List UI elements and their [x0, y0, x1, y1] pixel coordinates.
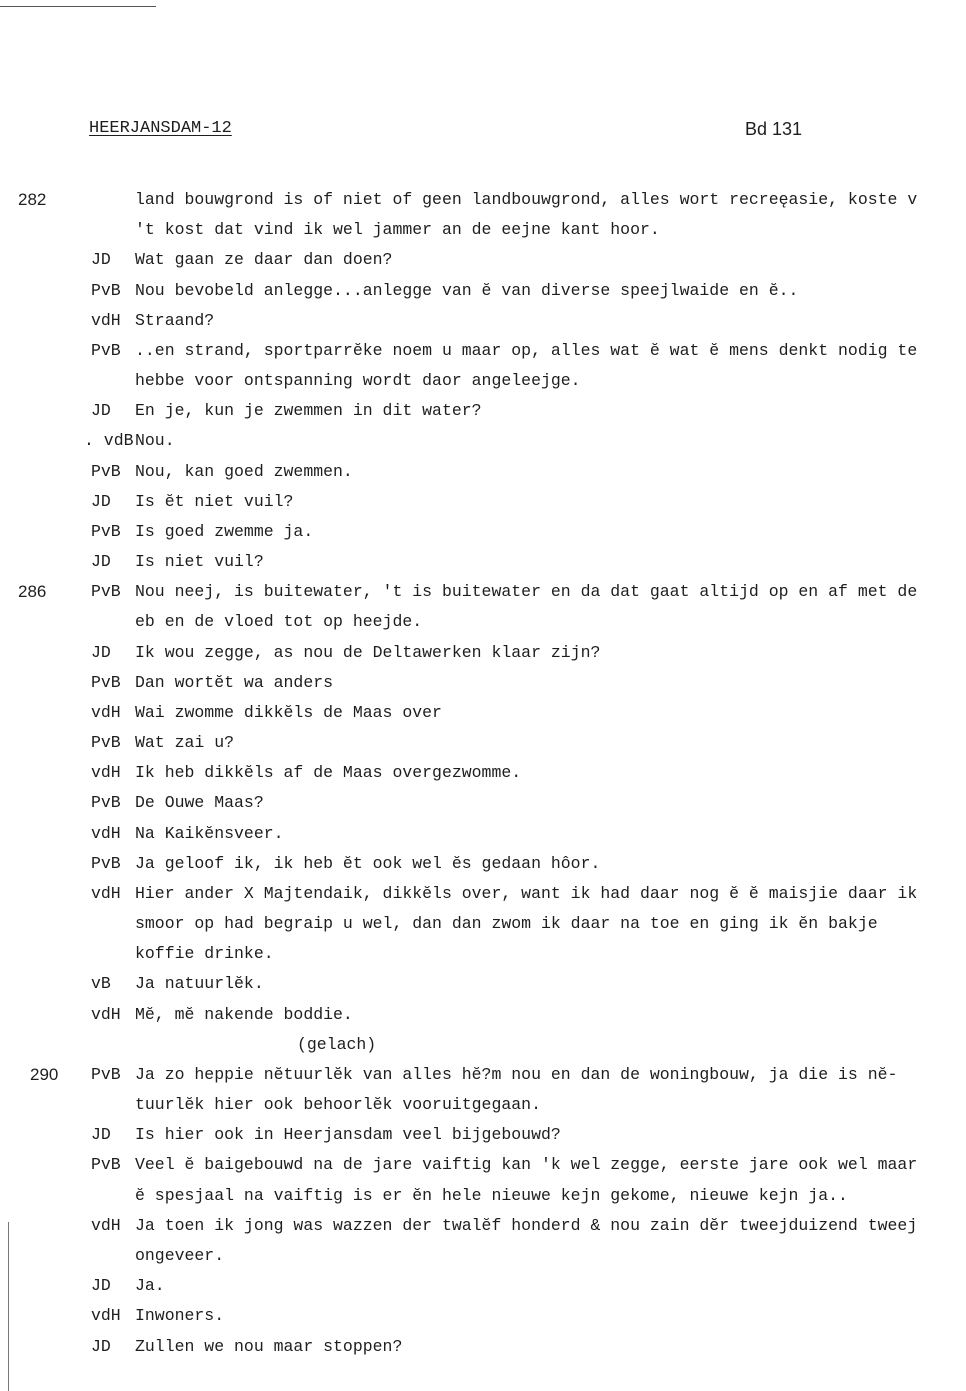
- transcript-line: [0, 849, 966, 879]
- transcript-line: [0, 426, 966, 456]
- utterance-text: Mĕ, mĕ nakende boddie.: [135, 1004, 353, 1024]
- transcript-line: [0, 1120, 966, 1150]
- top-rule: [0, 6, 156, 7]
- transcript-line: [0, 1181, 966, 1211]
- speaker-label: JD: [91, 642, 111, 662]
- speaker-label: JD: [91, 1276, 111, 1296]
- utterance-text: ongeveer.: [135, 1246, 225, 1265]
- utterance-text: smoor op had begraip u wel, dan dan zwom ik daar na toe en ging ik ĕn bakje: [135, 914, 878, 934]
- utterance-text: Ja toen ik jong was wazzen der twalĕf honderd & nou zain dĕr tweejduizend tweej: [135, 1215, 918, 1235]
- stage-note: (gelach): [297, 1034, 377, 1054]
- transcript-line: [0, 1060, 966, 1090]
- utterance-text: Inwoners.: [135, 1306, 225, 1326]
- speaker-label: PvB: [91, 340, 121, 360]
- line-number: 290: [30, 1064, 59, 1084]
- transcript-line: [0, 215, 966, 245]
- speaker-label: vdH: [91, 310, 121, 330]
- utterance-text: Ja natuurlĕk.: [135, 974, 264, 994]
- speaker-label: PvB: [91, 672, 121, 692]
- transcript-line: [0, 1030, 966, 1060]
- utterance-text: Wat zai u?: [135, 733, 235, 753]
- transcript-line: [0, 728, 966, 758]
- utterance-text: Ik heb dikkĕls af de Maas overgezwomme.: [135, 763, 522, 783]
- transcript-line: [0, 547, 966, 577]
- transcript-line: [0, 879, 966, 909]
- speaker-label: PvB: [91, 853, 121, 873]
- utterance-text: ĕ spesjaal na vaiftig is er ĕn hele nieuwe kejn gekome, nieuwe kejn ja..: [135, 1185, 848, 1205]
- utterance-text: Wai zwomme dikkĕls de Maas over: [135, 702, 442, 722]
- transcript-line: [0, 939, 966, 969]
- utterance-text: Veel ĕ baigebouwd na de jare vaiftig kan 'k wel zegge, eerste jare ook wel maar: [135, 1155, 918, 1175]
- transcript-line: [0, 1150, 966, 1180]
- transcript-line: [0, 487, 966, 517]
- utterance-text: De Ouwe Maas?: [135, 793, 264, 813]
- transcript-line: [0, 668, 966, 698]
- speaker-label: PvB: [91, 461, 121, 481]
- speaker-label: vdH: [91, 1215, 121, 1235]
- transcript-line: [0, 396, 966, 426]
- speaker-label: . vdB: [84, 431, 134, 451]
- transcript-line: [0, 336, 966, 366]
- transcript-line: [0, 819, 966, 849]
- speaker-label: PvB: [91, 582, 121, 602]
- utterance-text: hebbe voor ontspanning wordt daor angeleejge.: [135, 371, 581, 390]
- transcript-line: [0, 1301, 966, 1331]
- utterance-text: ..en strand, sportparrĕke noem u maar op, alles wat ĕ wat ĕ mens denkt nodig te: [135, 340, 918, 360]
- transcript-line: [0, 1211, 966, 1241]
- speaker-label: PvB: [91, 793, 121, 813]
- transcript-line: [0, 185, 966, 215]
- transcript-line: [0, 1271, 966, 1301]
- transcript-line: [0, 517, 966, 547]
- utterance-text: Nou neej, is buitewater, 't is buitewater en da dat gaat altijd op en af met de: [135, 582, 918, 602]
- speaker-label: PvB: [91, 733, 121, 753]
- transcript-line: [0, 1332, 966, 1362]
- transcript-line: [0, 457, 966, 487]
- utterance-text: Nou, kan goed zwemmen.: [135, 461, 353, 481]
- transcript-line: [0, 969, 966, 999]
- speaker-label: PvB: [91, 1155, 121, 1175]
- utterance-text: Nou.: [135, 431, 175, 451]
- speaker-label: vdH: [91, 702, 121, 722]
- transcript-line: [0, 1241, 966, 1271]
- transcript-line: [0, 638, 966, 668]
- utterance-text: eb en de vloed tot op heejde.: [135, 612, 423, 632]
- page-number: Bd 131: [745, 119, 803, 139]
- utterance-text: Hier ander X Majtendaik, dikkĕls over, want ik had daar nog ĕ ĕ maisjie daar ik: [135, 883, 918, 903]
- line-number: 286: [18, 582, 47, 602]
- speaker-label: JD: [91, 491, 111, 511]
- speaker-label: JD: [91, 1125, 111, 1145]
- speaker-label: vdH: [91, 763, 121, 783]
- transcript-line: [0, 607, 966, 637]
- speaker-label: PvB: [91, 521, 121, 541]
- transcript-line: [0, 1000, 966, 1030]
- speaker-label: vdH: [91, 1004, 121, 1024]
- speaker-label: PvB: [91, 280, 121, 300]
- utterance-text: tuurlĕk hier ook behoorlĕk vooruitgegaan.: [135, 1095, 541, 1115]
- line-number: 282: [18, 190, 47, 209]
- transcript-line: [0, 788, 966, 818]
- utterance-text: Is hier ook in Heerjansdam veel bijgebouwd?: [135, 1125, 561, 1145]
- utterance-text: Is niet vuil?: [135, 552, 264, 571]
- utterance-text: Ik wou zegge, as nou de Deltawerken klaar zijn?: [135, 642, 601, 662]
- transcript-line: [0, 909, 966, 939]
- utterance-text: 't kost dat vind ik wel jammer an de eejne kant hoor.: [135, 220, 660, 240]
- utterance-text: Ja zo heppie nĕtuurlĕk van alles hĕ?m nou en dan de woningbouw, ja die is nĕ-: [135, 1064, 898, 1084]
- speaker-label: JD: [91, 401, 111, 421]
- document-title: HEERJANSDAM-12: [89, 119, 232, 138]
- transcript-line: [0, 577, 966, 607]
- utterance-text: Wat gaan ze daar dan doen?: [135, 250, 393, 270]
- transcript-line: [0, 245, 966, 275]
- utterance-text: koffie drinke.: [135, 944, 274, 964]
- utterance-text: Dan wortĕt wa anders: [135, 672, 334, 692]
- utterance-text: En je, kun je zwemmen in dit water?: [135, 401, 482, 421]
- transcript-line: [0, 698, 966, 728]
- speaker-label: vdH: [91, 823, 121, 843]
- speaker-label: JD: [91, 250, 111, 270]
- speaker-label: JD: [91, 552, 111, 571]
- utterance-text: Is goed zwemme ja.: [135, 521, 314, 541]
- speaker-label: vB: [91, 974, 111, 994]
- utterance-text: land bouwgrond is of niet of geen landbouwgrond, alles wort recreęasie, koste v: [135, 190, 918, 209]
- speaker-label: PvB: [91, 1064, 121, 1084]
- speaker-label: vdH: [91, 1306, 121, 1326]
- utterance-text: Na Kaikĕnsveer.: [135, 823, 284, 843]
- utterance-text: Ja geloof ik, ik heb ĕt ook wel ĕs gedaan hôor.: [135, 853, 601, 873]
- utterance-text: Nou bevobeld anlegge...anlegge van ĕ van diverse speejlwaide en ĕ..: [135, 280, 799, 300]
- transcript-line: [0, 306, 966, 336]
- transcript-line: [0, 366, 966, 396]
- utterance-text: Is ĕt niet vuil?: [135, 491, 294, 511]
- transcript-line: [0, 1090, 966, 1120]
- speaker-label: vdH: [91, 883, 121, 903]
- utterance-text: Ja.: [135, 1276, 165, 1296]
- speaker-label: JD: [91, 1336, 111, 1356]
- utterance-text: Zullen we nou maar stoppen?: [135, 1336, 403, 1356]
- utterance-text: Straand?: [135, 310, 215, 330]
- transcript-line: [0, 276, 966, 306]
- transcript-line: [0, 758, 966, 788]
